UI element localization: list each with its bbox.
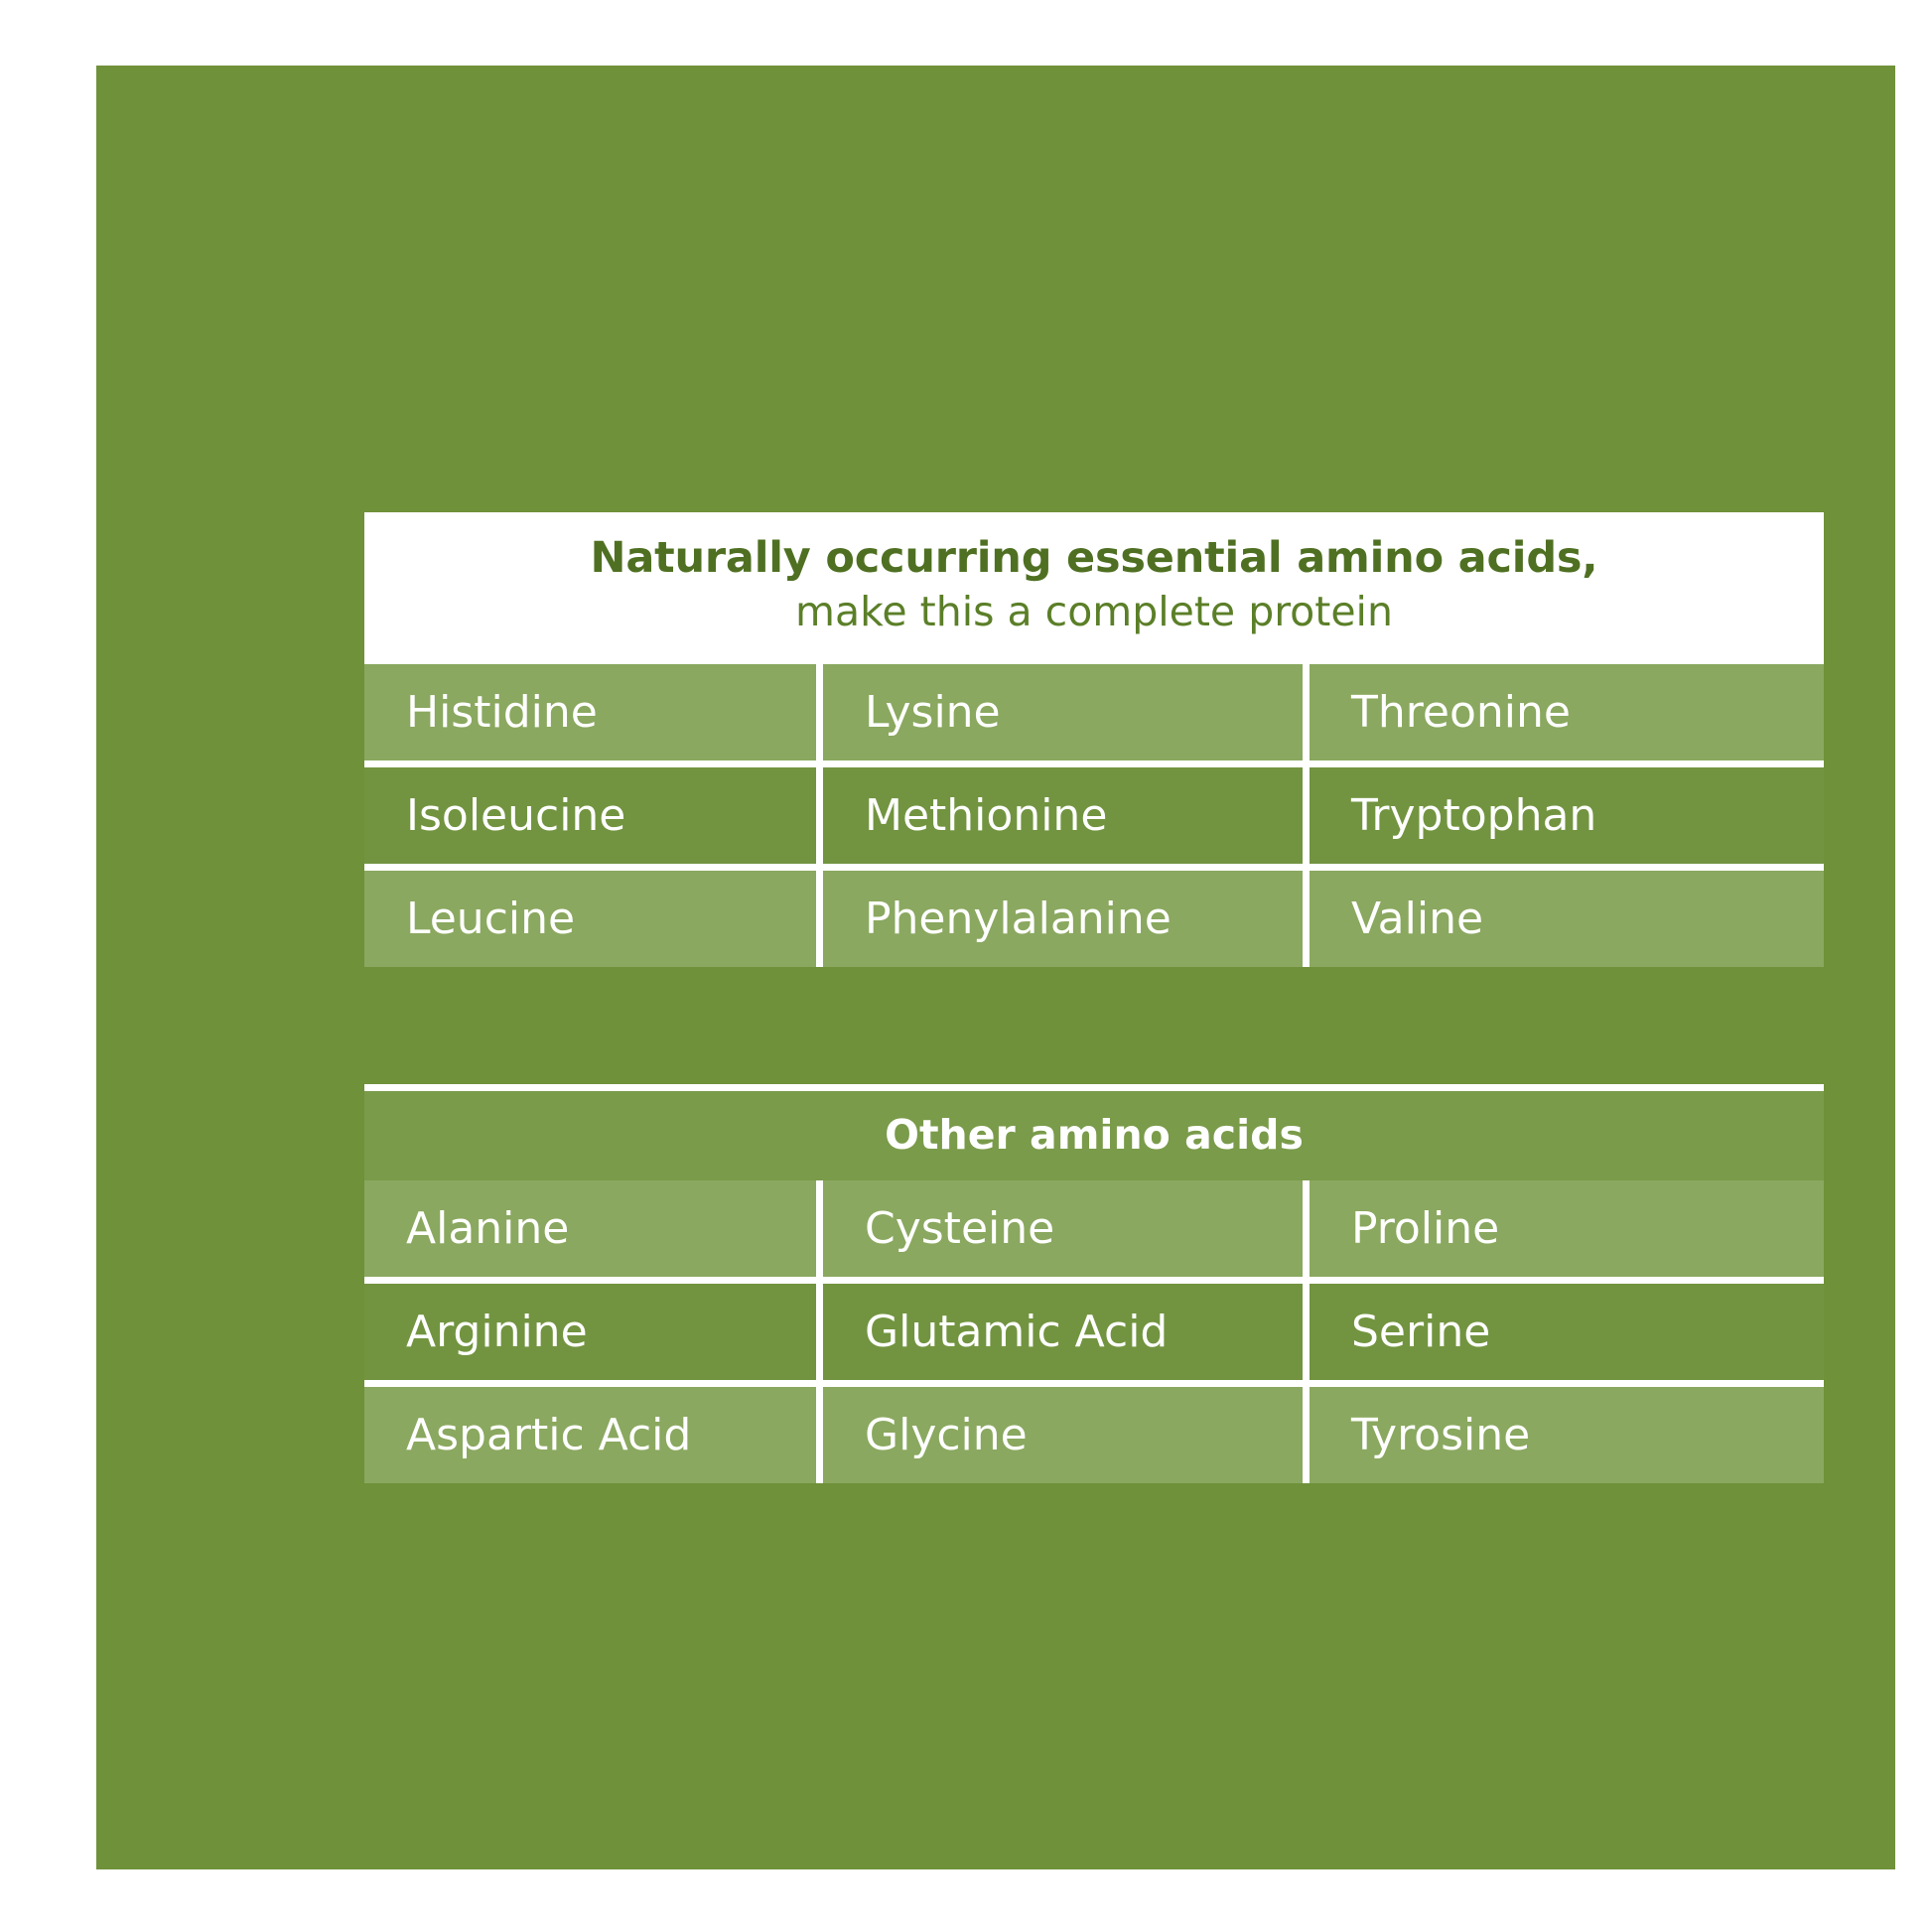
table-cell: Phenylalanine: [816, 871, 1303, 967]
table-cell: Cysteine: [816, 1180, 1303, 1277]
table-cell: Serine: [1303, 1284, 1824, 1380]
other-table-header: [364, 1091, 1824, 1180]
table-cell: Tryptophan: [1303, 767, 1824, 864]
table-row: [364, 1180, 1824, 1277]
table-row: [364, 1380, 1824, 1483]
table-cell: Valine: [1303, 871, 1824, 967]
table-row: [364, 664, 1824, 760]
table-cell: Leucine: [364, 871, 816, 967]
green-background-panel: [96, 66, 1895, 1869]
other-amino-acids-table: [364, 1084, 1824, 1483]
table-cell: Isoleucine: [364, 767, 816, 864]
other-table-title: Other amino acids: [885, 1110, 1304, 1159]
essential-table-header: [364, 512, 1824, 664]
table-cell: Histidine: [364, 664, 816, 760]
table-spacer: [364, 967, 1824, 1084]
other-table-grid: [364, 1180, 1824, 1483]
table-row: [364, 864, 1824, 967]
table-cell: Proline: [1303, 1180, 1824, 1277]
essential-table-subtitle: make this a complete protein: [795, 588, 1393, 636]
table-row: [364, 760, 1824, 864]
table-top-rule: [364, 1084, 1824, 1091]
table-cell: Alanine: [364, 1180, 816, 1277]
table-cell: Methionine: [816, 767, 1303, 864]
table-cell: Threonine: [1303, 664, 1824, 760]
table-cell: Glycine: [816, 1387, 1303, 1483]
table-row: [364, 1277, 1824, 1380]
table-cell: Arginine: [364, 1284, 816, 1380]
table-cell: Glutamic Acid: [816, 1284, 1303, 1380]
table-cell: Aspartic Acid: [364, 1387, 816, 1483]
amino-acid-tables: [364, 512, 1824, 1483]
essential-table-grid: [364, 664, 1824, 967]
table-cell: Tyrosine: [1303, 1387, 1824, 1483]
essential-amino-acids-table: [364, 512, 1824, 967]
table-cell: Lysine: [816, 664, 1303, 760]
essential-table-title: Naturally occurring essential amino acids,: [590, 533, 1598, 583]
